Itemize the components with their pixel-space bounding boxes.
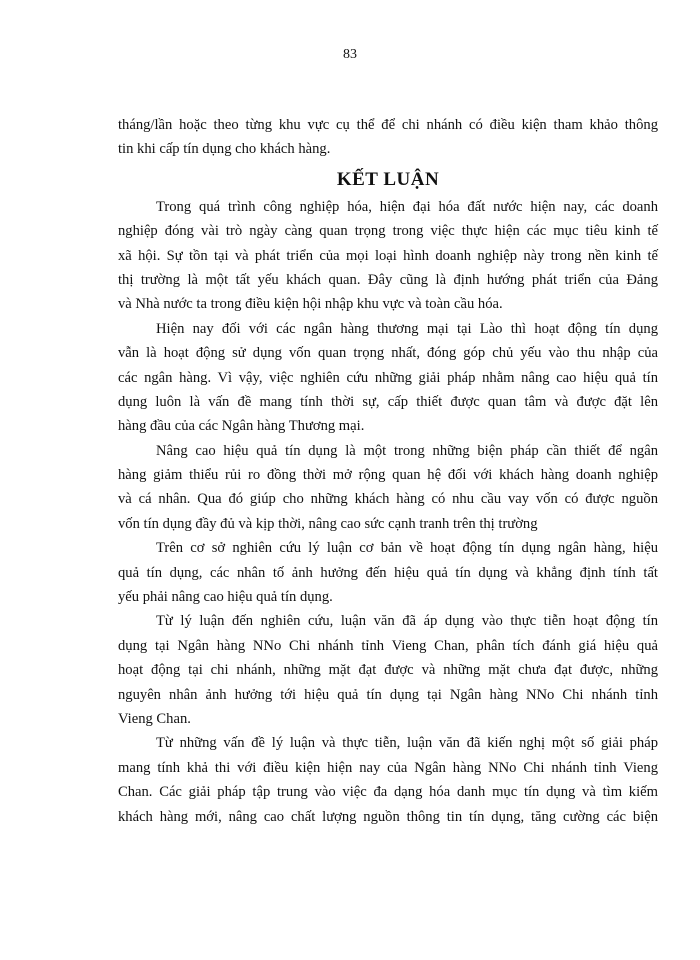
text-line: mang tính khả thi với điều kiện hiện nay của Ngân hàng NNo Chi nhánh tỉnh Vieng [118, 759, 658, 776]
page-number: 83 [343, 47, 357, 62]
paragraph [118, 536, 658, 609]
section-heading: KẾT LUẬN [336, 168, 440, 190]
text-line: và Nhà nước ta trong điều kiện hội nhập khu vực và toàn cầu hóa. [118, 296, 503, 313]
text-line: quả tín dụng, các nhân tố ảnh hưởng đến hiệu quả tín dụng và khẳng định tính tất [118, 564, 658, 581]
text-line: nghiệp đóng vài trò ngày càng quan trọng trong việc thực hiện các mục tiêu kinh tế [118, 223, 658, 240]
paragraph [118, 439, 658, 537]
paragraph [118, 195, 658, 317]
text-line: Hiện nay đối với các ngân hàng thương mại tại Lào thì hoạt động tín dụng [156, 320, 658, 337]
paragraph [118, 609, 658, 731]
text-line: yếu phải nâng cao hiệu quả tín dụng. [118, 589, 333, 606]
carryover-text [118, 113, 658, 162]
text-line: hoạt động tại chi nhánh, những mặt đạt được và những mặt chưa đạt được, những [118, 662, 658, 679]
text-line: tin khi cấp tín dụng cho khách hàng. [118, 141, 331, 158]
text-line: thị trường là một tất yếu khách quan. Đây cũng là định hướng phát triển của Đảng [118, 271, 658, 288]
text-line: vẫn là hoạt động sử dụng vốn quan trọng nhất, đóng góp chủ yếu vào thu nhập của [118, 345, 658, 362]
text-line: khách hàng mới, nâng cao chất lượng nguồn thông tin tín dụng, tăng cường các biện [118, 808, 658, 825]
text-line: Trong quá trình công nghiệp hóa, hiện đại hóa đất nước hiện nay, các doanh [156, 198, 658, 215]
page-content [118, 113, 658, 829]
text-line: xã hội. Sự tồn tại và phát triển của mọi loại hình doanh nghiệp này trong nền kinh tế [118, 247, 658, 264]
text-line: dụng luôn là vấn đề mang tính thời sự, cấp thiết được quan tâm và được đặt lên [118, 393, 658, 410]
text-line: Từ những vấn đề lý luận và thực tiễn, luận văn đã kiến nghị một số giải pháp [156, 735, 658, 752]
text-line: Chan. Các giải pháp tập trung vào việc đa dạng hóa danh mục tín dụng và tìm kiếm [118, 784, 658, 801]
paragraph [118, 731, 658, 829]
text-line: Nâng cao hiệu quả tín dụng là một trong những biện pháp cần thiết để ngân [156, 442, 658, 459]
text-line: các ngân hàng. Vì vậy, việc nghiên cứu những giải pháp nhằm nâng cao hiệu quả tín [118, 369, 658, 386]
text-line: hàng giảm thiểu rủi ro đồng thời mở rộng quan hệ đối với khách hàng doanh nghiệp [118, 467, 658, 484]
text-line: dụng tại Ngân hàng NNo Chi nhánh tỉnh Vieng Chan, phân tích đánh giá hiệu quả [118, 637, 658, 654]
text-line: nguyên nhân ảnh hưởng tới hiệu quả tín dụng tại Ngân hàng NNo Chi nhánh tỉnh [118, 686, 658, 703]
text-line: vốn tín dụng đầy đủ và kịp thời, nâng cao sức cạnh tranh trên thị trường [118, 515, 538, 532]
text-line: Trên cơ sở nghiên cứu lý luận cơ bản về hoạt động tín dụng ngân hàng, hiệu [156, 540, 658, 557]
text-line: Từ lý luận đến nghiên cứu, luận văn đã áp dụng vào thực tiễn hoạt động tín [156, 613, 658, 630]
text-line: Vieng Chan. [118, 710, 191, 727]
paragraph [118, 317, 658, 439]
text-line: tháng/lần hoặc theo từng khu vực cụ thể để chi nhánh có điều kiện tham khảo thông [118, 117, 658, 133]
text-line: và cá nhân. Qua đó giúp cho những khách hàng có nhu cầu vay vốn có được nguồn [118, 491, 658, 508]
text-line: hàng đầu của các Ngân hàng Thương mại. [118, 418, 365, 435]
